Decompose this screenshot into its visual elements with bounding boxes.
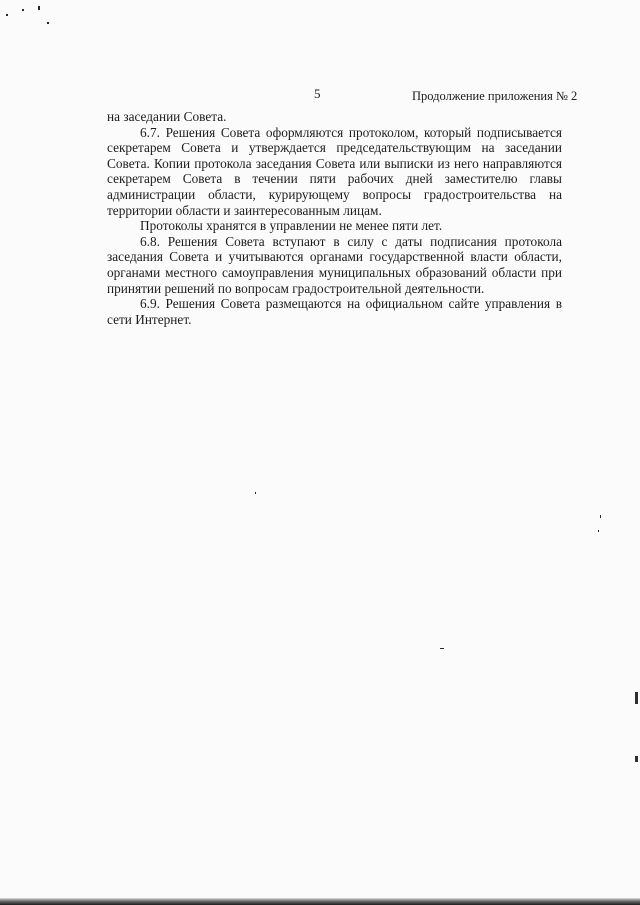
page-number: 5 xyxy=(314,86,321,101)
document-body xyxy=(107,109,562,327)
appendix-continuation-header: Продолжение приложения № 2 xyxy=(412,89,578,103)
scan-speck xyxy=(47,22,49,24)
scan-speck xyxy=(6,14,8,16)
scan-bottom-edge xyxy=(0,898,640,905)
paragraph-6-8: 6.8. Решения Совета вступают в силу с даты подписания протокола заседания Совета и учитываются органами государственной власти области, органами местного самоуправления муниципальных образований области при принятии решений по вопросам градостроительной деятельности. xyxy=(107,233,562,296)
paragraph-continuation: на заседании Совета. xyxy=(107,109,227,124)
scan-speck xyxy=(255,492,256,494)
scan-speck xyxy=(38,6,40,10)
scan-speck xyxy=(600,515,601,518)
paragraph-6-9: 6.9. Решения Совета размещаются на официальном сайте управления в сети Интернет. xyxy=(107,296,562,327)
scan-speck xyxy=(598,530,599,532)
paragraph-protocol-storage: Протоколы хранятся в управлении не менее пяти лет. xyxy=(140,218,443,234)
scan-edge-mark xyxy=(635,756,638,762)
paragraph-6-7: 6.7. Решения Совета оформляются протоколом, который подписывается секретарем Совета и утверждается председательствующим на заседании Совета. Копии протокола заседания Совета или выписки из него направляются секретарем Совета в течении пяти рабочих дней заместителю главы администрации области, курирующему вопросы градостроительства на территории области и заинтересованным лицам. xyxy=(107,124,562,218)
scan-speck xyxy=(440,648,444,649)
scan-speck xyxy=(22,9,24,11)
scan-edge-mark xyxy=(635,692,638,704)
